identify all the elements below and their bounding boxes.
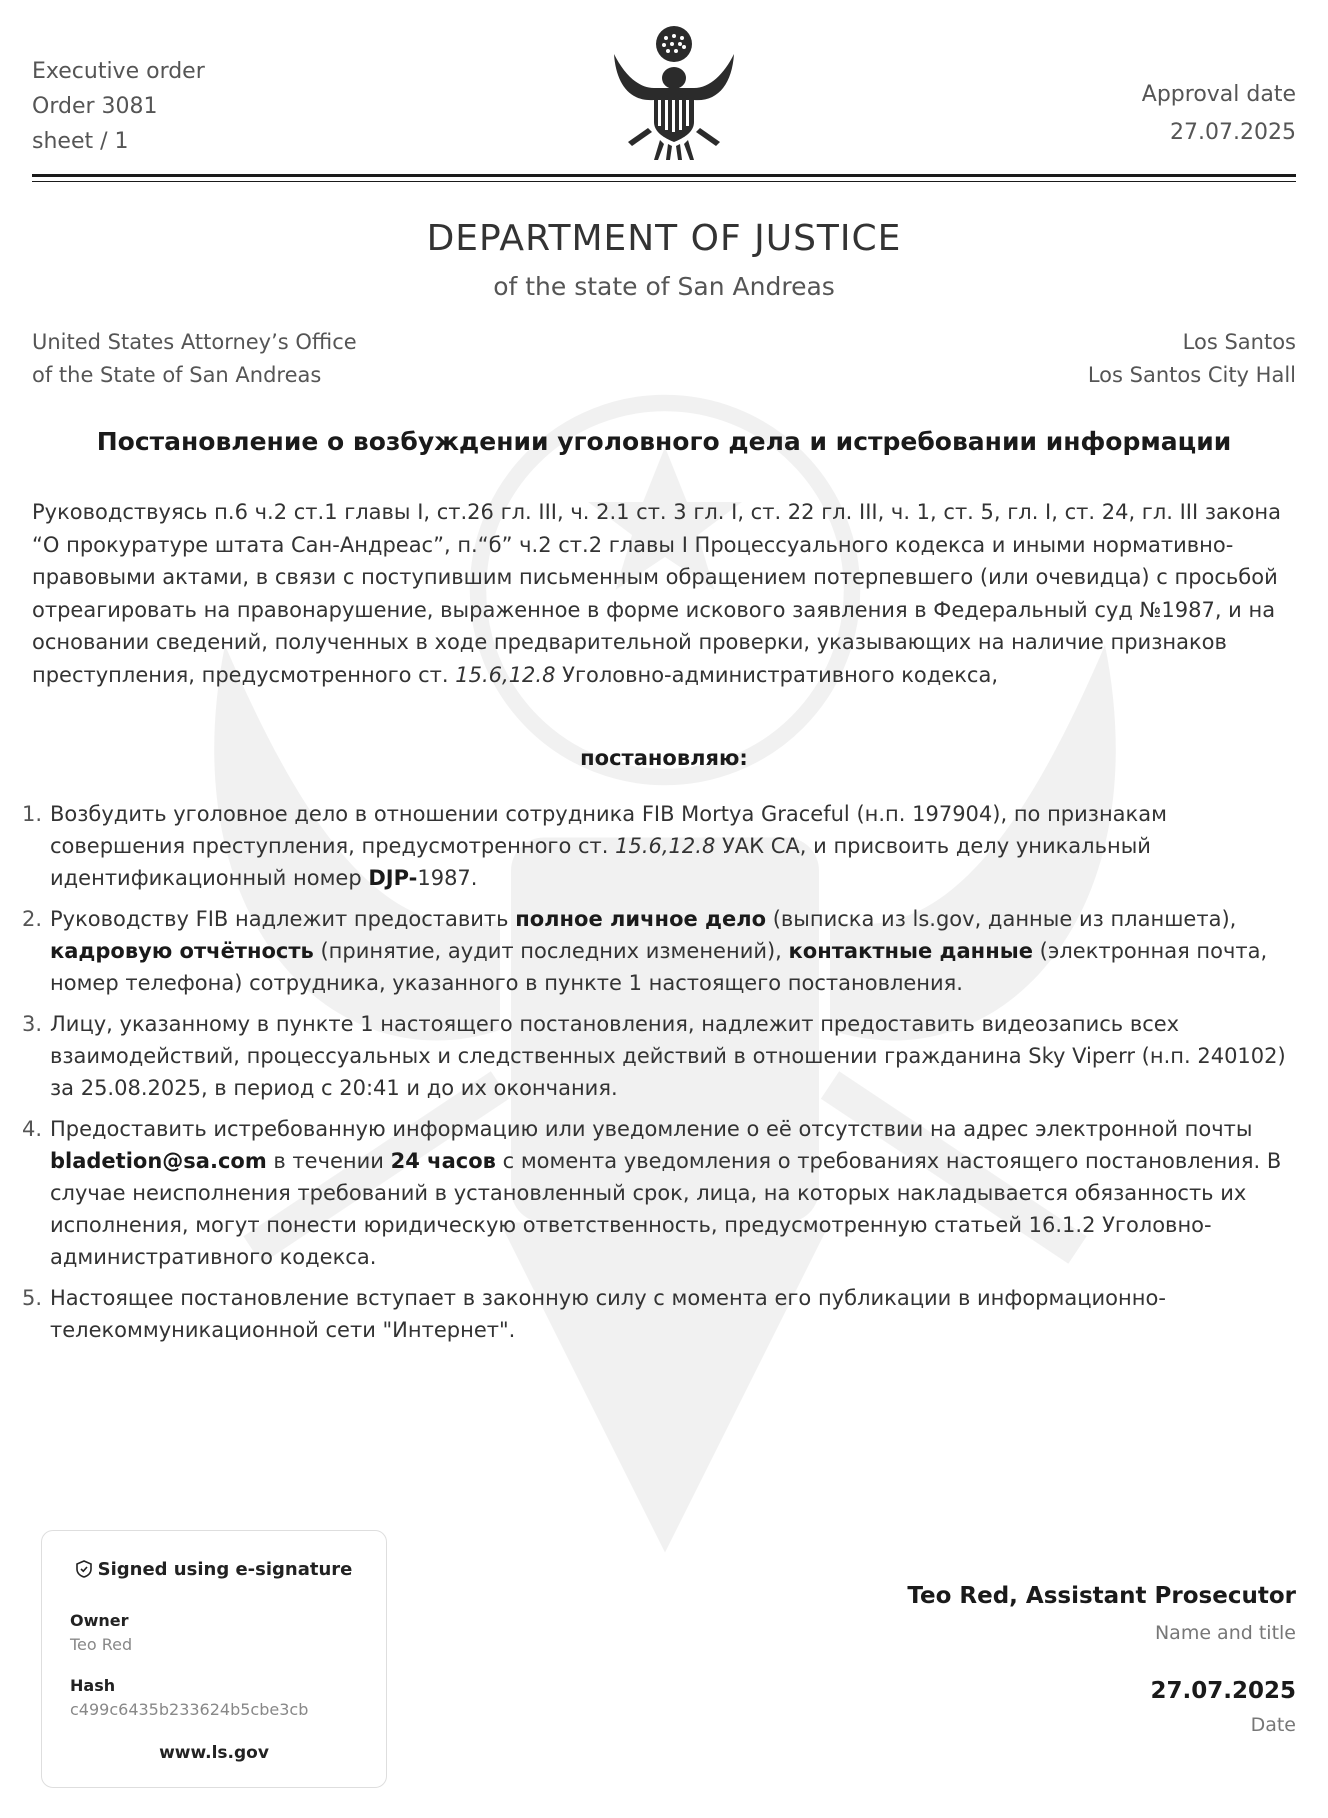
case-number: 1987. — [417, 866, 478, 890]
case-prefix: DJP- — [368, 866, 418, 890]
approval-date: 27.07.2025 — [1170, 120, 1296, 145]
hash-label: Hash — [70, 1676, 116, 1695]
order-info — [32, 54, 205, 159]
shield-check-icon — [76, 1560, 92, 1578]
item-text: Лицу, указанному в пункте 1 настоящего постановления, надлежит предоставить видеозапись всех взаимодействий, процессуальных и следственных действий в отношении гражданина Sky Viperr (н.п. 240102) за 25.08.2025, в период с 20:41 и до их окончания. — [50, 1012, 1286, 1100]
item-text: (выписка из ls.gov, данные из планшета), — [766, 907, 1237, 931]
item-text: Возбудить уголовное дело в отношении сотрудника FIB Mortya Graceful (н.п. 197904), по признакам совершения преступления, предусмотренного ст. — [50, 802, 1167, 858]
eagle-seal-icon — [608, 14, 740, 162]
preamble-text-end: Уголовно-административного кодекса, — [555, 662, 998, 687]
item-text: (электронная почта, номер телефона) сотрудника, указанного в пункте 1 настоящего постановления. — [50, 939, 1268, 995]
item-text: Руководству FIB надлежит предоставить — [50, 907, 516, 931]
order-number: Order 3081 — [32, 94, 158, 119]
item-text: с момента уведомления о требованиях настоящего постановления. В случае неисполнения требований в установленный срок, лица, на которых накладывается обязанность их исполнения, могут понести юридическую ответственность, предусмотренную статьей 16.1.2 Уголовно-административного кодекса. — [50, 1149, 1282, 1269]
order-sheet: sheet / 1 — [32, 129, 129, 154]
department-title: DEPARTMENT OF JUSTICE — [426, 218, 902, 259]
preamble-articles: 15.6,12.8 — [455, 662, 556, 687]
item-text: Предоставить истребованную информацию или уведомление о её отсутствии на адрес электронной почты — [50, 1117, 1253, 1141]
e-signature-label: Signed using e-signature — [97, 1559, 353, 1580]
list-item — [22, 1113, 1300, 1273]
signature-date: 27.07.2025 — [1150, 1678, 1296, 1704]
approval-label: Approval date — [1141, 82, 1296, 107]
header-divider-thin — [32, 181, 1296, 182]
item-number: 1. — [22, 802, 43, 826]
resolve-heading: постановляю: — [580, 746, 748, 770]
e-signature-card — [41, 1530, 387, 1788]
website-link[interactable]: www.ls.gov — [159, 1743, 269, 1763]
order-type: Executive order — [32, 59, 205, 84]
item-number: 4. — [22, 1117, 43, 1141]
item-number: 2. — [22, 907, 43, 931]
item-text: в течении — [266, 1149, 391, 1173]
list-item — [22, 1282, 1300, 1346]
approval-info — [1142, 76, 1296, 152]
resolution-list — [22, 798, 1300, 1355]
item-text: Настоящее постановление вступает в законную силу с момента его публикации в информационно-телекоммуникационной сети "Интернет". — [50, 1286, 1166, 1342]
item-emphasis: полное личное дело — [515, 907, 767, 931]
list-item — [22, 798, 1300, 894]
deadline: 24 часов — [390, 1149, 496, 1173]
list-item — [22, 1008, 1300, 1104]
list-item — [22, 903, 1300, 999]
hash-value: c499c6435b233624b5cbe3cb — [70, 1700, 309, 1719]
office-location — [1088, 326, 1296, 392]
office-line-1: United States Attorney’s Office — [32, 330, 357, 354]
location-building: Los Santos City Hall — [1087, 363, 1296, 387]
preamble-paragraph — [32, 496, 1300, 691]
e-signature-heading — [42, 1559, 386, 1580]
item-emphasis: кадровую отчётность — [50, 939, 314, 963]
office-line-2: of the State of San Andreas — [32, 363, 322, 387]
signer-name: Teo Red, Assistant Prosecutor — [907, 1583, 1296, 1609]
item-number: 3. — [22, 1012, 43, 1036]
item-articles: 15.6,12.8 — [615, 834, 716, 858]
preamble-text: Руководствуясь п.6 ч.2 ст.1 главы I, ст.26 гл. III, ч. 2.1 ст. 3 гл. I, ст. 22 гл. III, ч. 1, ст. 5, гл. I, ст. 24, гл. III закона “О прокуратуре штата Сан-Андреас”, п.“б” ч.2 ст.2 главы I Процессуального кодекса и иными нормативно-правовыми актами, в связи с поступившим письменным обращением потерпевшего (или очевидца) с просьбой отреагировать на правонарушение, выраженное в форме искового заявления в Федеральный суд №1987, и на основании сведений, полученных в ходе предварительной проверки, указывающих на наличие признаков преступления, предусмотренного ст. — [32, 500, 1282, 687]
item-emphasis: контактные данные — [788, 939, 1033, 963]
location-city: Los Santos — [1182, 330, 1296, 354]
item-text: (принятие, аудит последних изменений), — [313, 939, 789, 963]
owner-label: Owner — [70, 1611, 129, 1630]
document-title: Постановление о возбуждении уголовного дела и истребовании информации — [96, 427, 1232, 456]
header-divider — [32, 174, 1296, 177]
contact-email: bladetion@sa.com — [50, 1149, 267, 1173]
signer-name-caption: Name and title — [1154, 1622, 1296, 1644]
item-number: 5. — [22, 1286, 43, 1310]
signature-date-caption: Date — [1250, 1714, 1296, 1736]
department-subtitle: of the state of San Andreas — [493, 272, 835, 301]
item-text: УАК СА, и присвоить делу уникальный идентификационный номер — [50, 834, 1151, 890]
office-name — [32, 326, 357, 392]
owner-value: Teo Red — [70, 1635, 133, 1654]
